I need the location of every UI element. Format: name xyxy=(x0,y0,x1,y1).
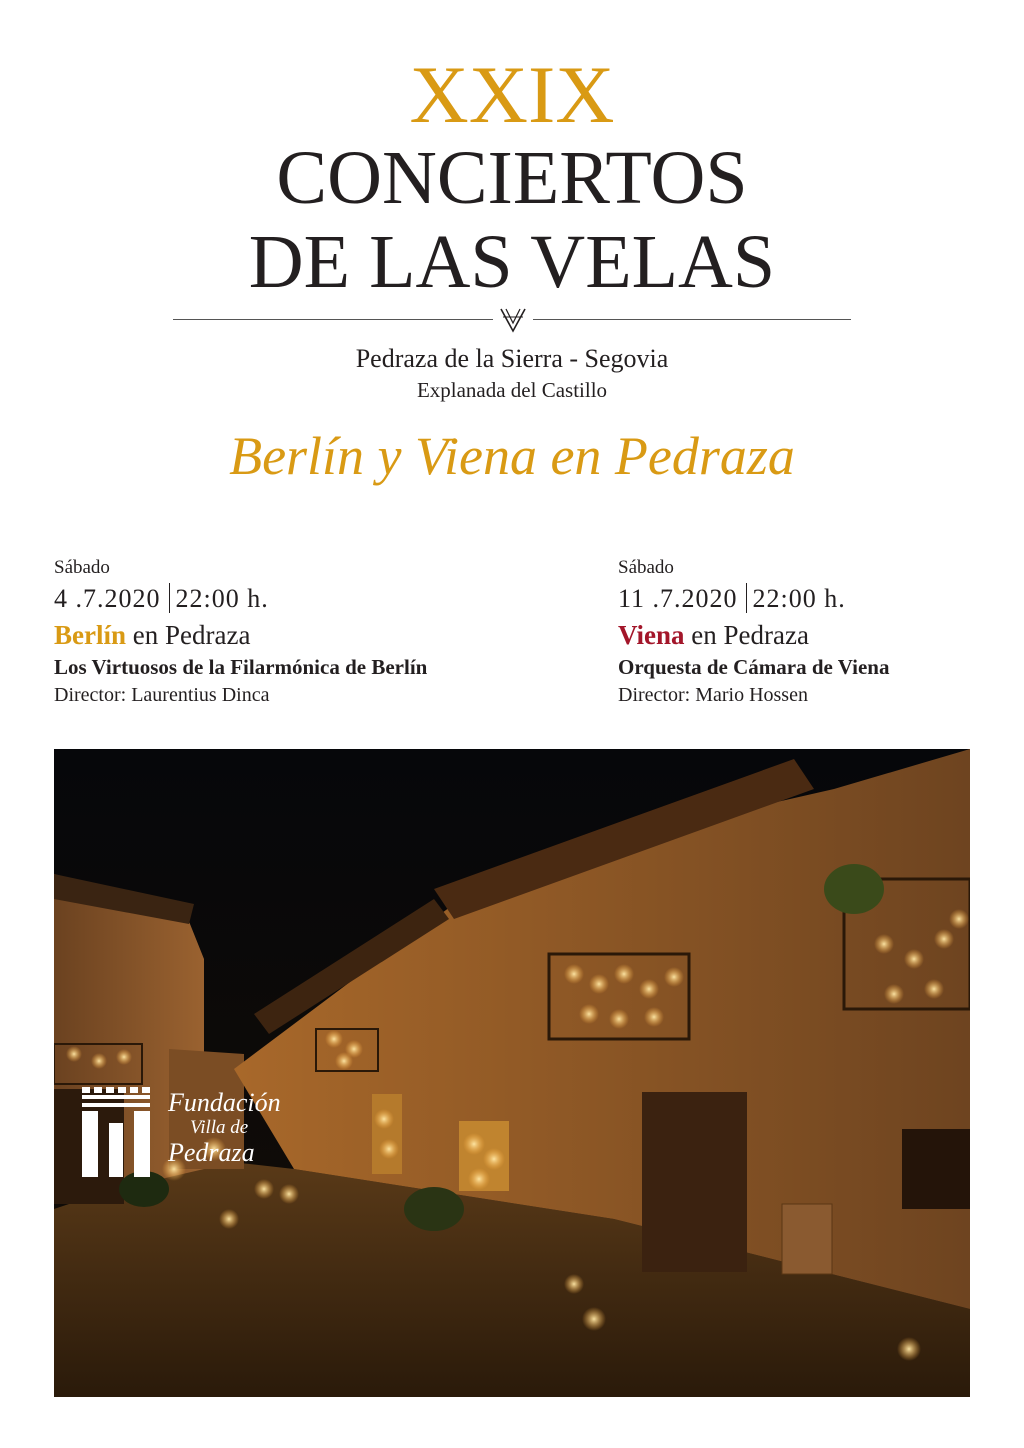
concert-title xyxy=(54,618,574,652)
subtitle: Berlín y Viena en Pedraza xyxy=(229,426,795,486)
concert-day: Sábado xyxy=(54,557,110,578)
concert-block-2 xyxy=(618,556,1008,709)
concert-date: 4 .7.2020 xyxy=(54,584,161,613)
concert-time: 22:00 h. xyxy=(752,584,846,613)
title-line-2: DE LAS VELAS xyxy=(248,220,776,304)
venue: Explanada del Castillo xyxy=(416,378,608,402)
concert-block-1 xyxy=(54,556,574,709)
concert-datetime xyxy=(618,582,1008,616)
edition-number: XXIX xyxy=(409,49,615,140)
concert-time: 22:00 h. xyxy=(175,584,269,613)
location: Pedraza de la Sierra - Segovia xyxy=(355,344,669,373)
concert-director: Director: Mario Hossen xyxy=(618,684,808,706)
logo-line-2: Villa de xyxy=(190,1117,249,1138)
concert-city: Viena xyxy=(618,620,685,650)
divider-right xyxy=(533,319,851,320)
concert-ensemble: Los Virtuosos de la Filarmónica de Berlín xyxy=(54,655,428,679)
concert-day: Sábado xyxy=(618,557,674,578)
title-line-1: CONCIERTOS xyxy=(276,136,748,220)
candlelit-street-photo xyxy=(54,749,970,1397)
concert-ensemble: Orquesta de Cámara de Viena xyxy=(618,655,890,679)
logo-line-3: Pedraza xyxy=(168,1138,255,1167)
concert-city-suffix: en Pedraza xyxy=(684,620,809,650)
concert-director: Director: Laurentius Dinca xyxy=(54,684,270,706)
concert-city: Berlín xyxy=(54,620,126,650)
divider-left xyxy=(173,319,493,320)
concert-date: 11 .7.2020 xyxy=(618,584,738,613)
logo-line-1: Fundación xyxy=(168,1088,281,1117)
fundacion-logo-text xyxy=(168,1089,281,1167)
concert-datetime xyxy=(54,582,574,616)
date-separator xyxy=(169,583,170,613)
date-separator xyxy=(746,583,747,613)
concert-title xyxy=(618,618,1008,652)
concert-city-suffix: en Pedraza xyxy=(126,620,251,650)
ornament-icon xyxy=(497,303,529,335)
